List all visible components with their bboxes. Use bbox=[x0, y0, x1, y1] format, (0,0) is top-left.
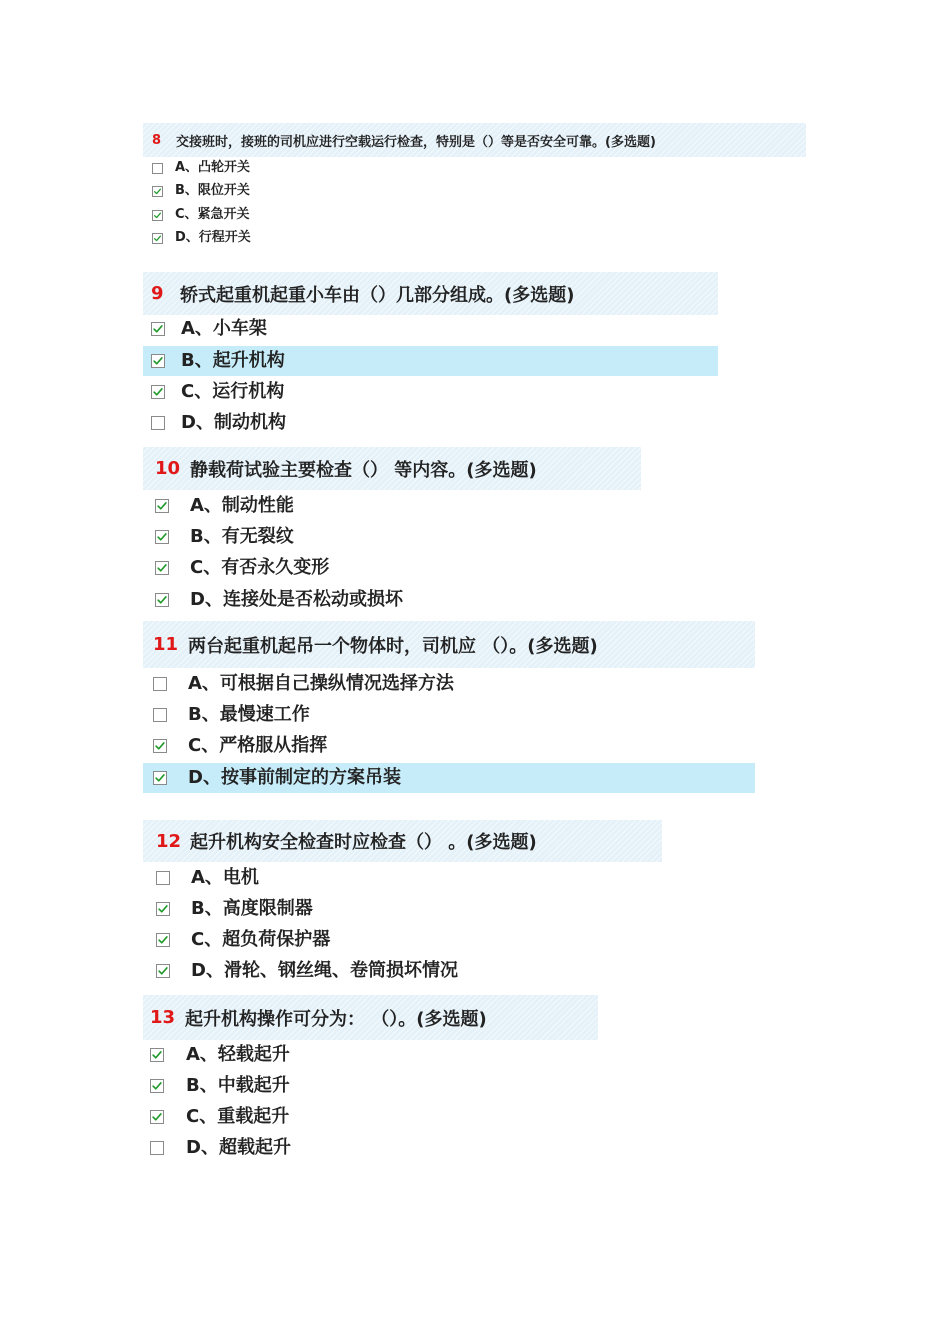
checkbox-checked[interactable] bbox=[150, 1110, 164, 1124]
checkbox-checked[interactable] bbox=[152, 186, 163, 197]
option-label: B、有无裂纹 bbox=[190, 526, 294, 547]
question-text: 轿式起重机起重小车由（）几部分组成。(多选题) bbox=[180, 284, 575, 306]
checkmark-icon bbox=[154, 740, 166, 752]
checkbox-checked[interactable] bbox=[153, 771, 167, 785]
option-8-b[interactable] bbox=[143, 180, 743, 202]
option-11-b[interactable] bbox=[143, 700, 743, 730]
option-label: D、连接处是否松动或损坏 bbox=[190, 589, 403, 610]
checkmark-icon bbox=[151, 1111, 163, 1123]
checkbox-unchecked[interactable] bbox=[152, 163, 163, 174]
option-8-a[interactable] bbox=[143, 157, 743, 179]
checkbox-checked[interactable] bbox=[151, 385, 165, 399]
checkbox-checked[interactable] bbox=[155, 530, 169, 544]
checkbox-unchecked[interactable] bbox=[151, 416, 165, 430]
option-label: A、制动性能 bbox=[190, 495, 294, 516]
option-13-c[interactable] bbox=[143, 1102, 598, 1132]
option-label: B、高度限制器 bbox=[191, 898, 313, 919]
checkmark-icon bbox=[153, 211, 162, 220]
option-label: C、运行机构 bbox=[181, 381, 285, 402]
checkmark-icon bbox=[152, 386, 164, 398]
question-header bbox=[143, 820, 662, 862]
checkmark-icon bbox=[156, 562, 168, 574]
question-header bbox=[143, 447, 641, 490]
option-label: B、最慢速工作 bbox=[188, 704, 310, 725]
option-9-a[interactable] bbox=[143, 314, 718, 344]
checkmark-icon bbox=[151, 1049, 163, 1061]
option-10-c[interactable] bbox=[143, 553, 641, 583]
checkmark-icon bbox=[156, 500, 168, 512]
checkbox-unchecked[interactable] bbox=[150, 1141, 164, 1155]
option-13-a[interactable] bbox=[143, 1040, 598, 1070]
option-label: A、轻载起升 bbox=[186, 1044, 290, 1065]
option-label: C、严格服从指挥 bbox=[188, 735, 328, 756]
option-label: A、可根据自己操纵情况选择方法 bbox=[188, 673, 454, 694]
question-number: 13 bbox=[150, 1007, 176, 1028]
checkbox-checked[interactable] bbox=[151, 354, 165, 368]
option-label: D、滑轮、钢丝绳、卷筒损坏情况 bbox=[191, 960, 458, 981]
option-label: D、超载起升 bbox=[186, 1137, 291, 1158]
option-12-b[interactable] bbox=[143, 894, 662, 924]
option-label: A、凸轮开关 bbox=[175, 160, 251, 175]
option-10-a[interactable] bbox=[143, 491, 641, 521]
checkbox-checked[interactable] bbox=[152, 233, 163, 244]
checkbox-checked[interactable] bbox=[150, 1079, 164, 1093]
checkmark-icon bbox=[157, 903, 169, 915]
option-label: B、中载起升 bbox=[186, 1075, 290, 1096]
option-label: C、超负荷保护器 bbox=[191, 929, 331, 950]
option-9-b[interactable] bbox=[143, 346, 718, 376]
checkbox-unchecked[interactable] bbox=[156, 871, 170, 885]
option-8-c[interactable] bbox=[143, 204, 743, 226]
checkmark-icon bbox=[157, 965, 169, 977]
option-12-c[interactable] bbox=[143, 925, 662, 955]
question-text: 静载荷试验主要检查（） 等内容。(多选题) bbox=[190, 459, 537, 481]
checkmark-icon bbox=[152, 355, 164, 367]
option-11-a[interactable] bbox=[143, 669, 743, 699]
question-number: 11 bbox=[153, 634, 179, 655]
checkmark-icon bbox=[153, 187, 162, 196]
option-label: B、限位开关 bbox=[175, 183, 250, 198]
option-11-d[interactable] bbox=[143, 763, 755, 793]
option-13-b[interactable] bbox=[143, 1071, 598, 1101]
option-label: A、电机 bbox=[191, 867, 259, 888]
checkbox-unchecked[interactable] bbox=[153, 677, 167, 691]
question-number: 8 bbox=[152, 132, 162, 148]
option-9-c[interactable] bbox=[143, 377, 718, 407]
checkbox-checked[interactable] bbox=[153, 739, 167, 753]
checkbox-checked[interactable] bbox=[155, 561, 169, 575]
checkbox-checked[interactable] bbox=[156, 933, 170, 947]
option-11-c[interactable] bbox=[143, 731, 743, 761]
checkbox-checked[interactable] bbox=[151, 322, 165, 336]
checkbox-checked[interactable] bbox=[150, 1048, 164, 1062]
checkmark-icon bbox=[157, 934, 169, 946]
option-label: D、行程开关 bbox=[175, 230, 251, 245]
option-10-d[interactable] bbox=[143, 585, 641, 615]
question-header bbox=[143, 621, 755, 668]
option-10-b[interactable] bbox=[143, 522, 641, 552]
option-label: C、重载起升 bbox=[186, 1106, 290, 1127]
option-12-d[interactable] bbox=[143, 956, 662, 986]
checkbox-checked[interactable] bbox=[155, 499, 169, 513]
option-label: C、有否永久变形 bbox=[190, 557, 330, 578]
question-number: 9 bbox=[151, 283, 164, 304]
question-number: 10 bbox=[155, 458, 181, 479]
option-label: C、紧急开关 bbox=[175, 207, 250, 222]
checkmark-icon bbox=[156, 594, 168, 606]
question-text: 起升机构安全检查时应检查（） 。(多选题) bbox=[190, 832, 537, 853]
question-header bbox=[143, 123, 806, 157]
checkbox-checked[interactable] bbox=[156, 964, 170, 978]
option-12-a[interactable] bbox=[143, 863, 662, 893]
checkbox-checked[interactable] bbox=[155, 593, 169, 607]
checkmark-icon bbox=[153, 234, 162, 243]
checkbox-checked[interactable] bbox=[152, 210, 163, 221]
option-8-d[interactable] bbox=[143, 227, 743, 249]
option-9-d[interactable] bbox=[143, 408, 718, 438]
option-label: D、按事前制定的方案吊装 bbox=[188, 767, 401, 788]
option-label: B、起升机构 bbox=[181, 350, 285, 371]
question-text: 两台起重机起吊一个物体时，司机应 （）。(多选题) bbox=[188, 635, 598, 657]
question-header bbox=[143, 272, 718, 315]
checkmark-icon bbox=[152, 323, 164, 335]
checkmark-icon bbox=[151, 1080, 163, 1092]
option-label: D、制动机构 bbox=[181, 412, 286, 433]
question-text: 交接班时，接班的司机应进行空载运行检查，特别是（）等是否安全可靠。(多选题) bbox=[176, 134, 656, 150]
option-label: A、小车架 bbox=[181, 318, 267, 339]
question-header bbox=[143, 995, 598, 1040]
checkmark-icon bbox=[156, 531, 168, 543]
checkbox-checked[interactable] bbox=[156, 902, 170, 916]
checkbox-unchecked[interactable] bbox=[153, 708, 167, 722]
question-number: 12 bbox=[156, 830, 182, 852]
checkmark-icon bbox=[154, 772, 166, 784]
option-13-d[interactable] bbox=[143, 1133, 598, 1163]
question-text: 起升机构操作可分为： （）。(多选题) bbox=[185, 1008, 487, 1030]
